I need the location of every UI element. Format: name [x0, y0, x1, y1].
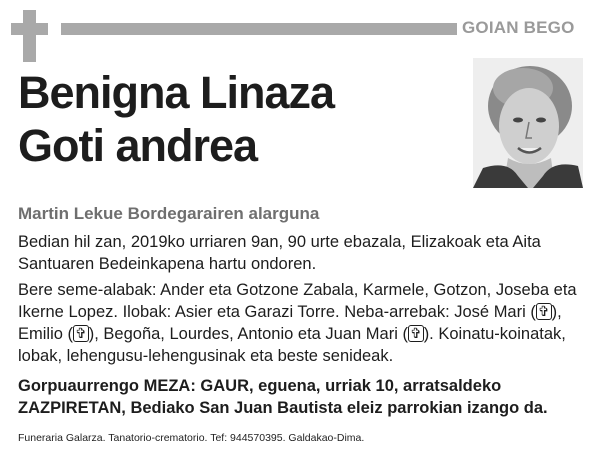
- header-divider-bar: [61, 23, 457, 35]
- subtitle-widow-of: Martin Lekue Bordegarairen alarguna: [18, 204, 320, 223]
- portrait-photo: [473, 58, 583, 188]
- family-text-part-3: ), Begoña, Lourdes, Antonio eta Juan Mari (: [88, 325, 408, 343]
- funeral-home-footer: Funeraria Galarza. Tanatorio-crematorio. Tef: 944570395. Galdakao-Dima.: [18, 432, 365, 444]
- mass-announcement: Gorpuaurrengo MEZA: GAUR, eguena, urriak 10, arratsaldeko ZAZPIRETAN, Bediako San Juan Bautista eleiz parrokian izango da.: [18, 377, 548, 417]
- cross-icon: [11, 10, 48, 62]
- deceased-cross-icon: ✞: [75, 325, 87, 341]
- family-text-part-1: Bere seme-alabak: Ander eta Gotzone Zabala, Karmele, Gotzon, Joseba eta Ikerne Lopez. Ilobak: Asier eta Garazi Torre. Neba-arrebak: José Mari (: [18, 281, 577, 321]
- family-paragraph: [18, 279, 588, 367]
- deceased-cross-icon: ✞: [409, 325, 422, 341]
- deceased-name: [18, 66, 334, 172]
- death-notice-paragraph: Bedian hil zan, 2019ko urriaren 9an, 90 urte ebazala, Elizakoak eta Aita Santuaren Bedeinkapena hartu ondoren.: [18, 233, 541, 273]
- deceased-cross-icon: ✞: [537, 303, 550, 319]
- family-text-part-2: ), Emilio (: [18, 303, 562, 343]
- name-line-1: Benigna Linaza: [18, 67, 335, 118]
- name-line-2: Goti andrea: [18, 120, 258, 171]
- family-text-part-4: ). Koinatu-koinatak, lobak, lehengusu-lehengusinak eta beste senideak.: [18, 325, 566, 365]
- section-label: GOIAN BEGO: [462, 18, 575, 37]
